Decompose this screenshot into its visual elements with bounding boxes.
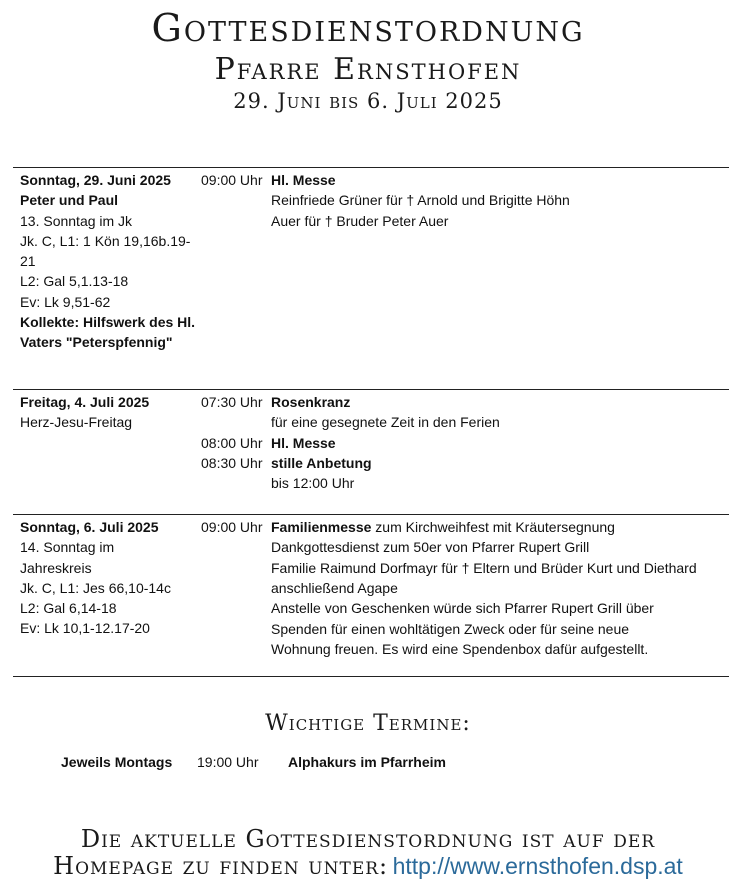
footer-line-1: Die aktuelle Gottesdienstordnung ist auf der (80, 825, 656, 853)
date-range: 29. Juni bis 6. Juli 2025 (233, 89, 503, 113)
service-line (0, 578, 736, 598)
service-detail: anschließend Agape (271, 579, 398, 596)
termin-time: 19:00 Uhr (197, 754, 259, 770)
service-title: Hl. Messe (271, 434, 336, 451)
intention-text: für eine gesegnete Zeit in den Ferien (271, 414, 500, 431)
service-line (0, 619, 736, 639)
service-detail: bis 12:00 Uhr (271, 475, 355, 492)
service-line (0, 598, 736, 618)
service-line (0, 211, 736, 231)
service-time: 07:30 Uhr (201, 394, 263, 410)
footer-line-2-text: Homepage zu finden unter: (53, 852, 389, 880)
liturgical-sunday: 14. Sonntag im Jahreskreis (20, 539, 115, 576)
reading-2: L2: Gal 5,1.13-18 (20, 273, 129, 290)
collection-note: Kollekte: Hilfswerk des Hl. Vaters "Peterspfennig" (20, 314, 196, 351)
important-dates-heading: Wichtige Termine: (265, 711, 471, 736)
service-time: 08:00 Uhr (201, 434, 263, 451)
day-date: Freitag, 4. Juli 2025 (20, 394, 150, 410)
service-line (0, 392, 736, 412)
service-line (0, 473, 736, 493)
service-time: 08:30 Uhr (201, 454, 263, 471)
reading-1: Jk. C, L1: 1 Kön 19,16b.19-21 (20, 232, 191, 270)
intention-text: Dankgottesdienst zum 50er von Pfarrer Rupert Grill (271, 539, 590, 556)
service-line (0, 170, 736, 190)
liturgical-sunday: 13. Sonntag im Jk (20, 212, 133, 229)
announcement-text: Spenden für einen wohltätigen Zweck oder für seine neue (271, 620, 630, 637)
important-date-row (0, 752, 736, 772)
service-line (0, 453, 736, 473)
divider (13, 676, 729, 677)
parish-name: Pfarre Ernsthofen (214, 52, 522, 87)
footer-line-2 (0, 852, 736, 880)
feast-name: Herz-Jesu-Freitag (20, 414, 133, 431)
service-line (0, 517, 736, 537)
service-title: Familienmesse (271, 519, 372, 535)
service-time: 09:00 Uhr (201, 172, 263, 188)
day-date: Sonntag, 29. Juni 2025 (20, 172, 171, 188)
service-line (0, 558, 736, 578)
service-line (0, 537, 736, 557)
divider (13, 389, 729, 390)
intention-text: Familie Raimund Dorfmayr für † Eltern und Brüder Kurt und Diethard (271, 559, 697, 576)
service-line (0, 412, 736, 432)
announcement-text: Wohnung freuen. Es wird eine Spendenbox dafür aufgestellt. (271, 640, 649, 657)
intention-text: Reinfriede Grüner für † Arnold und Brigitte Höhn (271, 192, 570, 209)
service-text (271, 517, 615, 537)
service-subtitle: zum Kirchweihfest mit Kräutersegnung (371, 519, 615, 535)
service-title: Hl. Messe (271, 172, 336, 188)
gospel: Ev: Lk 10,1-12.17-20 (20, 620, 150, 637)
announcement-text: Anstelle von Geschenken würde sich Pfarrer Rupert Grill über (271, 600, 654, 617)
intention-text: Auer für † Bruder Peter Auer (271, 212, 449, 229)
service-line (0, 433, 736, 453)
service-title: stille Anbetung (271, 454, 372, 471)
service-title: Rosenkranz (271, 394, 351, 410)
reading-2: L2: Gal 6,14-18 (20, 600, 117, 617)
day-date: Sonntag, 6. Juli 2025 (20, 519, 159, 535)
page-title: Gottesdienstordnung (151, 6, 585, 50)
feast-name: Peter und Paul (20, 192, 119, 209)
service-text (271, 170, 336, 190)
service-line (0, 190, 736, 210)
reading-1: Jk. C, L1: Jes 66,10-14c (20, 579, 171, 596)
divider (13, 514, 729, 515)
homepage-link[interactable]: http://www.ernsthofen.dsp.at (392, 853, 683, 879)
termin-day: Jeweils Montags (61, 754, 173, 770)
service-time: 09:00 Uhr (201, 519, 263, 535)
gospel: Ev: Lk 9,51-62 (20, 293, 111, 310)
divider (13, 167, 729, 168)
termin-event: Alphakurs im Pfarrheim (288, 754, 446, 770)
service-line (0, 639, 736, 659)
